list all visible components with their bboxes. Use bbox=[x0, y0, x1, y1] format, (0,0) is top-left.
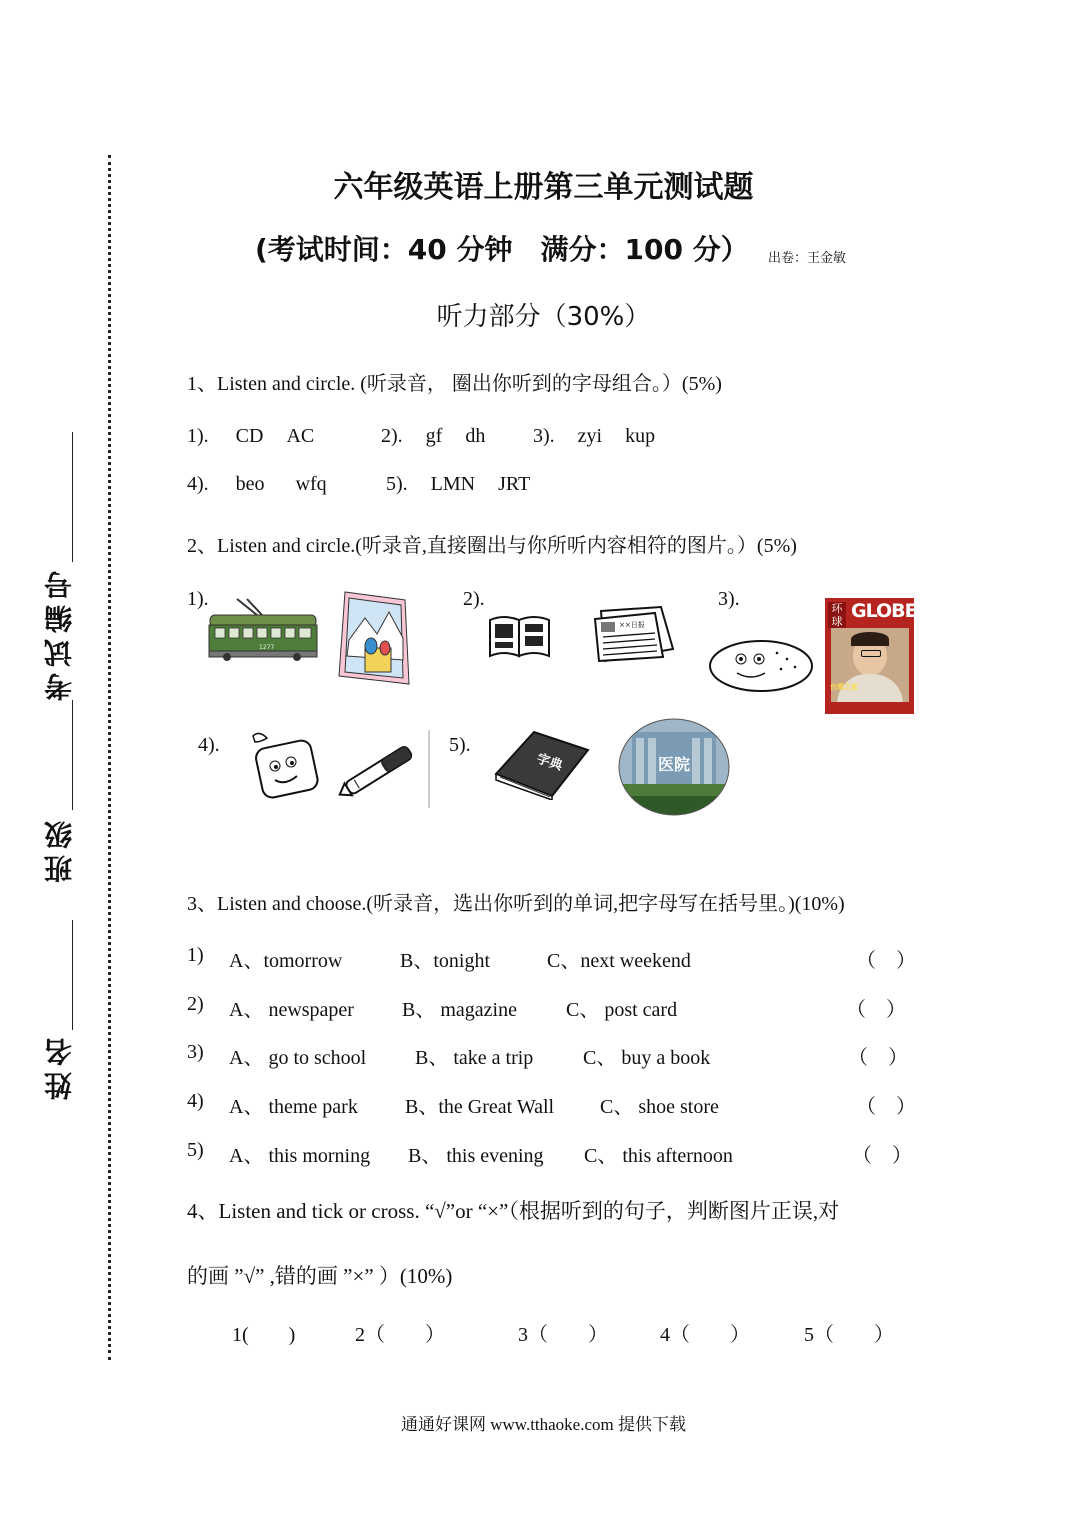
q1-item-number: 4). bbox=[187, 473, 209, 495]
author-credit: 出卷：王金敏 bbox=[768, 251, 847, 266]
q1-option-a: gf bbox=[425, 425, 443, 447]
q3-option-b[interactable]: B、 take a trip bbox=[415, 1047, 534, 1069]
q3-option-c[interactable]: C、 this afternoon bbox=[584, 1145, 733, 1167]
q3-answer-paren[interactable]: （ ） bbox=[856, 950, 916, 972]
q4-answer-4[interactable]: 4（ ） bbox=[660, 1324, 750, 1346]
q3-answer-paren[interactable]: （ ） bbox=[856, 1096, 916, 1118]
q1-option-b: AC bbox=[286, 425, 315, 447]
q1-item bbox=[386, 473, 530, 496]
q3-option-c[interactable]: C、 post card bbox=[566, 999, 678, 1021]
q4-answer-1[interactable]: 1( ) bbox=[232, 1324, 296, 1346]
q1-item-number: 1). bbox=[187, 425, 209, 447]
q2-label-2: 2). bbox=[463, 588, 485, 610]
svg-text:医院: 医院 bbox=[658, 755, 691, 774]
q3-option-c[interactable]: C、 buy a book bbox=[583, 1047, 711, 1069]
q1-item bbox=[533, 425, 655, 448]
q4-answer-2[interactable]: 2（ ） bbox=[355, 1324, 445, 1346]
q4-answer-3[interactable]: 3（ ） bbox=[518, 1324, 608, 1346]
footer-source: 通通好课网 www.tthaoke.com 提供下载 bbox=[400, 1415, 687, 1434]
q3-number: 3) bbox=[187, 1041, 204, 1063]
q3-number: 1) bbox=[187, 944, 204, 966]
q3-option-b[interactable]: B、tonight bbox=[400, 950, 491, 972]
q4-answer-5[interactable]: 5（ ） bbox=[804, 1324, 894, 1346]
q2-instruction: 2、Listen and circle.(听录音,直接圈出与你所听内容相符的图片。）(5%) bbox=[187, 535, 797, 557]
q4-instruction: 4、Listen and tick or cross. “√”or “×”（根据听到的句子，判断图片正误,对 bbox=[187, 1199, 840, 1223]
q1-option-a: CD bbox=[235, 425, 264, 447]
svg-text:1277: 1277 bbox=[259, 644, 275, 651]
hospital-icon[interactable] bbox=[618, 718, 730, 816]
q1-item bbox=[187, 425, 314, 448]
postcard-icon[interactable] bbox=[335, 590, 415, 686]
q1-option-b: dh bbox=[465, 425, 486, 447]
q3-number: 2) bbox=[187, 993, 204, 1015]
binding-dotted-line bbox=[108, 155, 111, 1360]
q3-option-a[interactable]: A、tomorrow bbox=[229, 950, 343, 972]
svg-text:字典: 字典 bbox=[534, 751, 565, 774]
svg-text:××日报: ××日报 bbox=[619, 621, 645, 629]
q1-instruction: 1、Listen and circle. (听录音， 圈出你听到的字母组合。）(5%) bbox=[187, 373, 722, 395]
q1-item bbox=[381, 425, 485, 448]
q2-label-4: 4). bbox=[198, 734, 220, 756]
q3-option-b[interactable]: B、the Great Wall bbox=[405, 1096, 555, 1118]
section-heading: 听力部分（30%） bbox=[436, 302, 651, 332]
q3-instruction: 3、Listen and choose.(听录音，选出你听到的单词,把字母写在括号里。)(10%) bbox=[187, 893, 845, 915]
newspaper-icon[interactable] bbox=[593, 605, 675, 663]
pen-icon[interactable] bbox=[333, 728, 431, 810]
q4-instruction-continued: 的画 ”√” ,错的画 ”×” ）(10%) bbox=[187, 1264, 453, 1288]
name-blank bbox=[72, 920, 73, 1030]
q1-option-b: JRT bbox=[498, 473, 531, 495]
tram-icon[interactable] bbox=[207, 597, 320, 662]
q1-option-a: LMN bbox=[430, 473, 476, 495]
pencil-case-icon[interactable] bbox=[247, 730, 323, 804]
q1-item-number: 5). bbox=[386, 473, 408, 495]
dictionary-icon[interactable] bbox=[494, 730, 590, 800]
q3-number: 4) bbox=[187, 1090, 204, 1112]
q2-label-1: 1). bbox=[187, 588, 209, 610]
name-label: 姓名 bbox=[43, 1032, 76, 1100]
cartoon-face-icon[interactable] bbox=[707, 637, 815, 695]
q1-option-a: zyi bbox=[577, 425, 603, 447]
q3-number: 5) bbox=[187, 1139, 204, 1161]
class-blank bbox=[72, 700, 73, 810]
q1-item-number: 3). bbox=[533, 425, 555, 447]
q3-option-c[interactable]: C、next weekend bbox=[547, 950, 691, 972]
q2-label-3: 3). bbox=[718, 588, 740, 610]
page-title: 六年级英语上册第三单元测试题 bbox=[333, 170, 754, 205]
q3-option-a[interactable]: A、 theme park bbox=[229, 1096, 358, 1118]
q3-answer-paren[interactable]: （ ） bbox=[848, 1047, 908, 1069]
exam-number-blank bbox=[72, 432, 73, 562]
q1-option-a: beo bbox=[235, 473, 265, 495]
q3-answer-paren[interactable]: （ ） bbox=[846, 999, 906, 1021]
class-label: 班级 bbox=[43, 815, 76, 883]
exam-number-label: 考试编号 bbox=[43, 565, 76, 701]
magazine-cover-icon[interactable]: GLOBE 环球 台湾之家 bbox=[825, 598, 914, 714]
q1-item bbox=[187, 473, 327, 496]
q3-answer-paren[interactable]: （ ） bbox=[852, 1145, 912, 1167]
exam-subtitle: (考试时间：40 分钟 满分：100 分） bbox=[255, 233, 749, 266]
q3-option-a[interactable]: A、 go to school bbox=[229, 1047, 367, 1069]
q3-option-b[interactable]: B、 magazine bbox=[402, 999, 517, 1021]
q3-option-a[interactable]: A、 this morning bbox=[229, 1145, 371, 1167]
q1-item-number: 2). bbox=[381, 425, 403, 447]
open-book-icon[interactable] bbox=[488, 612, 551, 660]
q3-option-a[interactable]: A、 newspaper bbox=[229, 999, 354, 1021]
q1-option-b: kup bbox=[625, 425, 656, 447]
q1-option-b: wfq bbox=[295, 473, 327, 495]
q3-option-c[interactable]: C、 shoe store bbox=[600, 1096, 719, 1118]
q3-option-b[interactable]: B、 this evening bbox=[408, 1145, 544, 1167]
q2-label-5: 5). bbox=[449, 734, 471, 756]
